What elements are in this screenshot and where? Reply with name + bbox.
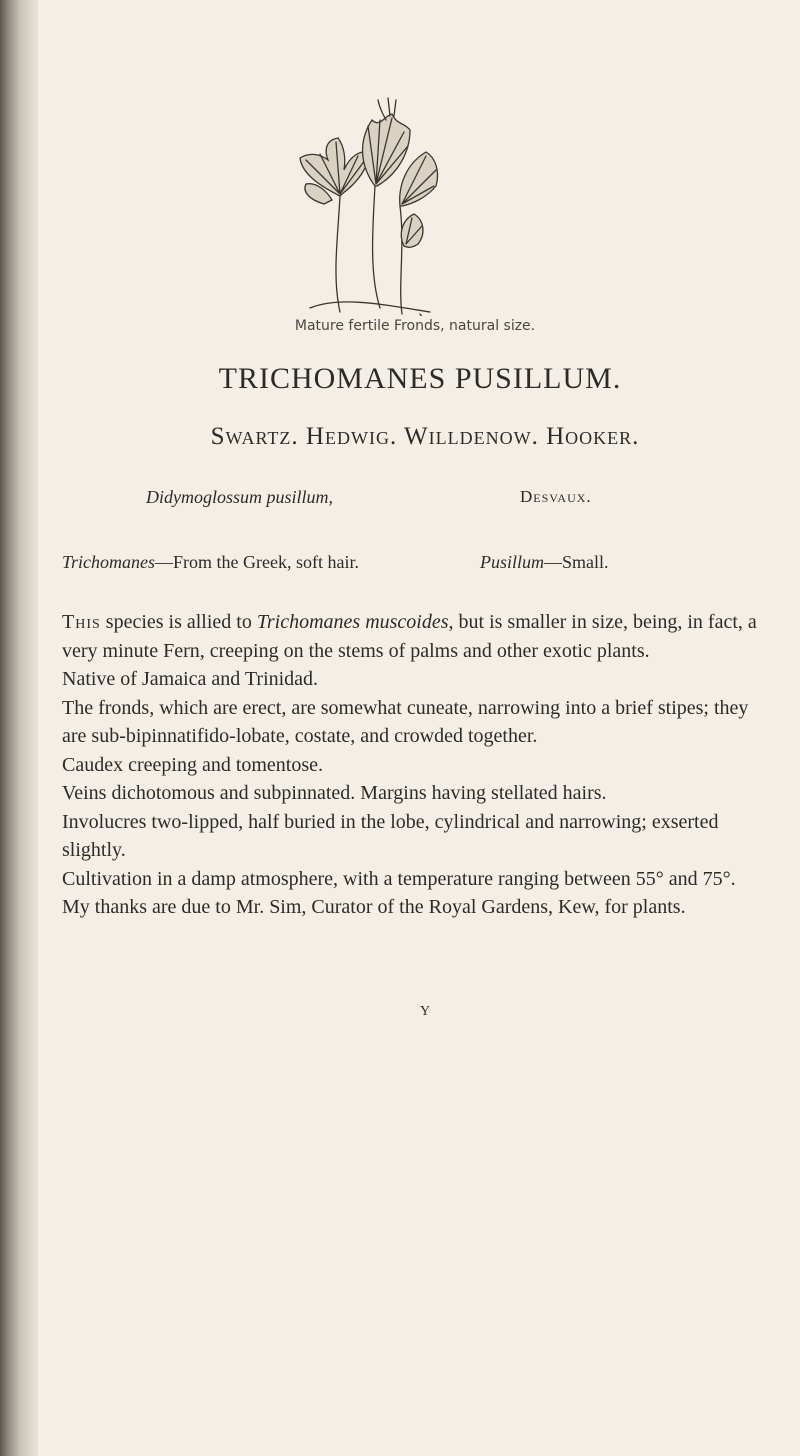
book-binding-edge (0, 0, 38, 1456)
paragraph-thanks: My thanks are due to Mr. Sim, Curator of the Royal Gardens, Kew, for plants. (62, 896, 686, 918)
paragraph-text: , but is smaller in size, being, in fact, a very minute Fern, creeping on the stems of palms and other exotic plants. (62, 611, 757, 662)
paragraph-lead-word: This (62, 611, 101, 633)
etymology-species (480, 552, 609, 573)
paragraph-veins: Veins dichotomous and subpinnated. Margins having stellated hairs. (62, 782, 607, 804)
etymology-genus (62, 552, 359, 573)
page-title: TRICHOMANES PUSILLUM. (218, 362, 622, 395)
frond-stem (400, 206, 402, 314)
caudex (310, 302, 430, 312)
paragraph-allied (62, 608, 762, 665)
frond-stem (373, 186, 380, 308)
illustration-caption: Mature fertile Fronds, natural size. (294, 318, 536, 334)
frond-stem (336, 196, 340, 312)
synonym-name: Didymoglossum pusillum, (146, 487, 334, 507)
description-text (62, 608, 762, 922)
etymology-species-term: Pusillum (480, 552, 545, 572)
paragraph-fronds: The fronds, which are erect, are somewhat cuneate, narrowing into a brief stipes; they are sub-bipinnatifido-lobate, costate, and crowded together. (62, 696, 749, 747)
paragraph-caudex: Caudex creeping and tomentose. (62, 753, 324, 776)
fern-fronds-illustration (280, 86, 460, 316)
paragraph-cultivation: Cultivation in a damp atmosphere, with a temperature ranging between 55° and 75°. (62, 867, 736, 890)
signature-mark: Y (419, 1004, 431, 1019)
paragraph-native: Native of Jamaica and Trinidad. (62, 668, 319, 690)
paragraph-involucres: Involucres two-lipped, half buried in the lobe, cylindrical and narrowing; exserted slightly. (62, 810, 719, 861)
etymology-genus-meaning: —From the Greek, soft hair. (155, 552, 359, 572)
etymology-genus-term: Trichomanes (62, 552, 156, 572)
synonym-author: Desvaux. (520, 487, 592, 506)
paragraph-text: species is allied to (100, 611, 257, 633)
authority-names: Swartz. Hedwig. Willdenow. Hooker. (210, 423, 640, 450)
species-reference: Trichomanes muscoides (256, 611, 449, 633)
etymology-species-meaning: —Small. (544, 552, 609, 572)
